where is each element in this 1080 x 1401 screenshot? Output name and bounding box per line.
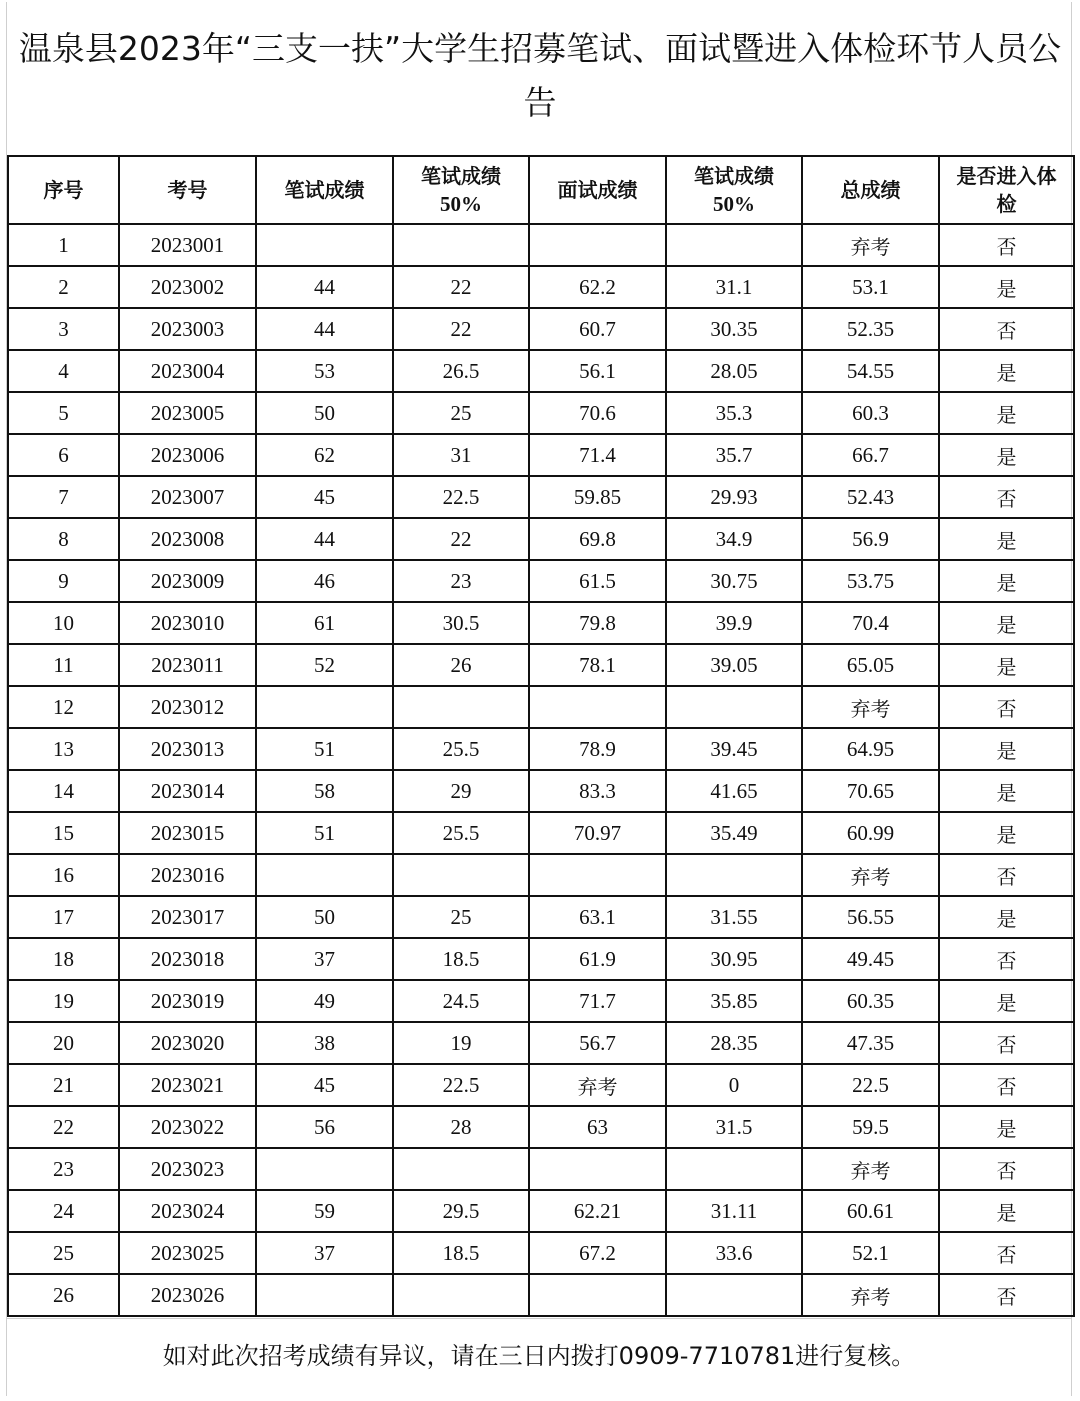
cell-total-score: 56.55 [802, 896, 939, 938]
cell-index: 24 [8, 1190, 119, 1232]
cell-interview-50: 31.11 [666, 1190, 802, 1232]
cell-written-50 [393, 854, 529, 896]
cell-index: 6 [8, 434, 119, 476]
cell-index: 12 [8, 686, 119, 728]
cell-exam-number: 2023003 [119, 308, 256, 350]
cell-total-score: 56.9 [802, 518, 939, 560]
cell-exam-number: 2023014 [119, 770, 256, 812]
cell-written-score: 61 [256, 602, 393, 644]
cell-written-score: 58 [256, 770, 393, 812]
table-row [8, 224, 1074, 266]
cell-medical-check: 否 [939, 1022, 1074, 1064]
cell-medical-check: 是 [939, 980, 1074, 1022]
cell-exam-number: 2023023 [119, 1148, 256, 1190]
cell-written-score: 45 [256, 476, 393, 518]
cell-interview-score: 71.7 [529, 980, 666, 1022]
table-row [8, 434, 1074, 476]
cell-index: 5 [8, 392, 119, 434]
cell-written-score: 45 [256, 1064, 393, 1106]
header-total-score: 总成绩 [802, 156, 939, 224]
cell-interview-score: 63 [529, 1106, 666, 1148]
cell-medical-check: 否 [939, 1064, 1074, 1106]
cell-written-50: 22.5 [393, 1064, 529, 1106]
cell-medical-check: 是 [939, 644, 1074, 686]
cell-written-50: 18.5 [393, 1232, 529, 1274]
table-row [8, 476, 1074, 518]
cell-exam-number: 2023013 [119, 728, 256, 770]
cell-exam-number: 2023018 [119, 938, 256, 980]
header-written-50: 笔试成绩 50% [393, 156, 529, 224]
cell-interview-score: 78.9 [529, 728, 666, 770]
cell-written-50: 19 [393, 1022, 529, 1064]
cell-medical-check: 是 [939, 1190, 1074, 1232]
cell-written-score [256, 854, 393, 896]
cell-total-score: 22.5 [802, 1064, 939, 1106]
cell-total-score: 52.35 [802, 308, 939, 350]
cell-interview-50 [666, 854, 802, 896]
footer-notice: 如对此次招考成绩有异议，请在三日内拨打0909-7710781进行复核。 [6, 1318, 1072, 1396]
cell-interview-score: 62.21 [529, 1190, 666, 1232]
results-table [7, 155, 1075, 1317]
cell-total-score: 弃考 [802, 224, 939, 266]
cell-exam-number: 2023017 [119, 896, 256, 938]
cell-medical-check: 否 [939, 1274, 1074, 1316]
cell-exam-number: 2023022 [119, 1106, 256, 1148]
cell-interview-50: 30.35 [666, 308, 802, 350]
table-row [8, 266, 1074, 308]
cell-index: 21 [8, 1064, 119, 1106]
cell-exam-number: 2023016 [119, 854, 256, 896]
cell-interview-50: 39.05 [666, 644, 802, 686]
cell-medical-check: 是 [939, 896, 1074, 938]
cell-interview-50: 29.93 [666, 476, 802, 518]
cell-interview-score: 70.97 [529, 812, 666, 854]
table-row [8, 938, 1074, 980]
cell-written-50 [393, 224, 529, 266]
cell-interview-score: 63.1 [529, 896, 666, 938]
cell-interview-score [529, 686, 666, 728]
cell-medical-check: 否 [939, 224, 1074, 266]
cell-interview-50: 35.49 [666, 812, 802, 854]
cell-total-score: 49.45 [802, 938, 939, 980]
cell-interview-score [529, 1148, 666, 1190]
cell-medical-check: 否 [939, 476, 1074, 518]
cell-index: 4 [8, 350, 119, 392]
cell-written-score: 37 [256, 938, 393, 980]
table-row [8, 1148, 1074, 1190]
cell-interview-50: 34.9 [666, 518, 802, 560]
cell-exam-number: 2023025 [119, 1232, 256, 1274]
cell-interview-score: 59.85 [529, 476, 666, 518]
table-row [8, 518, 1074, 560]
cell-interview-50 [666, 1274, 802, 1316]
table-row [8, 770, 1074, 812]
table-row [8, 854, 1074, 896]
table-row [8, 980, 1074, 1022]
cell-exam-number: 2023007 [119, 476, 256, 518]
cell-written-50: 26.5 [393, 350, 529, 392]
cell-total-score: 54.55 [802, 350, 939, 392]
cell-written-score [256, 1274, 393, 1316]
cell-interview-50: 35.7 [666, 434, 802, 476]
cell-medical-check: 否 [939, 686, 1074, 728]
cell-written-score: 46 [256, 560, 393, 602]
cell-medical-check: 是 [939, 770, 1074, 812]
cell-written-50: 30.5 [393, 602, 529, 644]
cell-index: 17 [8, 896, 119, 938]
table-row [8, 350, 1074, 392]
cell-medical-check: 是 [939, 266, 1074, 308]
cell-exam-number: 2023026 [119, 1274, 256, 1316]
cell-written-score: 49 [256, 980, 393, 1022]
cell-written-score: 51 [256, 812, 393, 854]
table-row [8, 644, 1074, 686]
cell-index: 1 [8, 224, 119, 266]
cell-written-50 [393, 1274, 529, 1316]
cell-written-score: 38 [256, 1022, 393, 1064]
cell-written-50: 22 [393, 266, 529, 308]
cell-exam-number: 2023005 [119, 392, 256, 434]
cell-exam-number: 2023009 [119, 560, 256, 602]
cell-medical-check: 是 [939, 1106, 1074, 1148]
table-row [8, 1064, 1074, 1106]
table-header-row [8, 156, 1074, 224]
cell-index: 25 [8, 1232, 119, 1274]
cell-written-score: 50 [256, 392, 393, 434]
cell-written-score: 59 [256, 1190, 393, 1232]
cell-total-score: 70.65 [802, 770, 939, 812]
cell-exam-number: 2023015 [119, 812, 256, 854]
cell-total-score: 弃考 [802, 1148, 939, 1190]
cell-written-50: 22.5 [393, 476, 529, 518]
table-row [8, 392, 1074, 434]
cell-interview-score: 83.3 [529, 770, 666, 812]
cell-total-score: 弃考 [802, 1274, 939, 1316]
cell-exam-number: 2023019 [119, 980, 256, 1022]
cell-interview-score [529, 224, 666, 266]
cell-medical-check: 否 [939, 1148, 1074, 1190]
cell-interview-50: 0 [666, 1064, 802, 1106]
cell-written-score [256, 686, 393, 728]
cell-interview-score: 78.1 [529, 644, 666, 686]
cell-written-score: 53 [256, 350, 393, 392]
cell-total-score: 53.75 [802, 560, 939, 602]
cell-index: 14 [8, 770, 119, 812]
cell-interview-score: 60.7 [529, 308, 666, 350]
table-row [8, 812, 1074, 854]
cell-index: 15 [8, 812, 119, 854]
cell-written-score: 56 [256, 1106, 393, 1148]
header-interview-score: 面试成绩 [529, 156, 666, 224]
cell-total-score: 60.35 [802, 980, 939, 1022]
header-medical-check: 是否进入体 检 [939, 156, 1074, 224]
table-row [8, 1232, 1074, 1274]
cell-exam-number: 2023006 [119, 434, 256, 476]
cell-interview-score: 70.6 [529, 392, 666, 434]
cell-written-score: 44 [256, 308, 393, 350]
cell-interview-score: 71.4 [529, 434, 666, 476]
cell-exam-number: 2023010 [119, 602, 256, 644]
cell-exam-number: 2023002 [119, 266, 256, 308]
cell-index: 26 [8, 1274, 119, 1316]
cell-exam-number: 2023011 [119, 644, 256, 686]
cell-written-50: 25.5 [393, 728, 529, 770]
cell-index: 13 [8, 728, 119, 770]
cell-written-score: 44 [256, 518, 393, 560]
cell-written-score [256, 224, 393, 266]
cell-index: 23 [8, 1148, 119, 1190]
table-row [8, 686, 1074, 728]
cell-written-50: 22 [393, 308, 529, 350]
cell-total-score: 弃考 [802, 854, 939, 896]
cell-written-50: 29.5 [393, 1190, 529, 1232]
cell-exam-number: 2023020 [119, 1022, 256, 1064]
cell-total-score: 47.35 [802, 1022, 939, 1064]
table-row [8, 896, 1074, 938]
cell-written-50: 24.5 [393, 980, 529, 1022]
cell-interview-50 [666, 224, 802, 266]
cell-interview-score: 61.5 [529, 560, 666, 602]
cell-exam-number: 2023001 [119, 224, 256, 266]
cell-total-score: 弃考 [802, 686, 939, 728]
cell-interview-50: 35.3 [666, 392, 802, 434]
cell-interview-50: 35.85 [666, 980, 802, 1022]
cell-interview-50: 30.75 [666, 560, 802, 602]
table-row [8, 560, 1074, 602]
cell-medical-check: 是 [939, 560, 1074, 602]
cell-interview-50: 39.45 [666, 728, 802, 770]
cell-interview-score [529, 1274, 666, 1316]
cell-medical-check: 否 [939, 308, 1074, 350]
cell-written-50: 31 [393, 434, 529, 476]
cell-written-50: 18.5 [393, 938, 529, 980]
cell-medical-check: 是 [939, 392, 1074, 434]
table-row [8, 1190, 1074, 1232]
cell-written-score: 37 [256, 1232, 393, 1274]
cell-interview-score: 67.2 [529, 1232, 666, 1274]
cell-total-score: 70.4 [802, 602, 939, 644]
cell-written-score: 62 [256, 434, 393, 476]
cell-medical-check: 是 [939, 518, 1074, 560]
cell-written-50: 28 [393, 1106, 529, 1148]
cell-interview-50: 41.65 [666, 770, 802, 812]
cell-interview-50: 31.5 [666, 1106, 802, 1148]
cell-index: 11 [8, 644, 119, 686]
cell-written-score: 51 [256, 728, 393, 770]
cell-interview-50: 33.6 [666, 1232, 802, 1274]
header-written-score: 笔试成绩 [256, 156, 393, 224]
cell-interview-50 [666, 686, 802, 728]
header-index: 序号 [8, 156, 119, 224]
cell-written-score: 52 [256, 644, 393, 686]
cell-interview-50: 30.95 [666, 938, 802, 980]
table-row [8, 1022, 1074, 1064]
table-row [8, 602, 1074, 644]
cell-exam-number: 2023004 [119, 350, 256, 392]
cell-written-50: 25.5 [393, 812, 529, 854]
cell-interview-score: 弃考 [529, 1064, 666, 1106]
cell-index: 3 [8, 308, 119, 350]
cell-total-score: 60.61 [802, 1190, 939, 1232]
cell-index: 22 [8, 1106, 119, 1148]
cell-interview-score [529, 854, 666, 896]
cell-total-score: 52.43 [802, 476, 939, 518]
cell-written-50: 22 [393, 518, 529, 560]
cell-interview-50: 39.9 [666, 602, 802, 644]
page-title: 温泉县2023年“三支一扶”大学生招募笔试、面试暨进入体检环节人员公告 [18, 29, 1062, 122]
cell-total-score: 60.3 [802, 392, 939, 434]
cell-interview-score: 69.8 [529, 518, 666, 560]
cell-interview-score: 56.1 [529, 350, 666, 392]
cell-written-50: 26 [393, 644, 529, 686]
cell-interview-50: 31.55 [666, 896, 802, 938]
cell-total-score: 64.95 [802, 728, 939, 770]
cell-interview-score: 62.2 [529, 266, 666, 308]
cell-interview-score: 79.8 [529, 602, 666, 644]
cell-exam-number: 2023021 [119, 1064, 256, 1106]
cell-written-50: 25 [393, 392, 529, 434]
cell-exam-number: 2023008 [119, 518, 256, 560]
cell-exam-number: 2023012 [119, 686, 256, 728]
cell-written-score: 44 [256, 266, 393, 308]
cell-medical-check: 否 [939, 938, 1074, 980]
cell-index: 2 [8, 266, 119, 308]
cell-interview-score: 61.9 [529, 938, 666, 980]
cell-medical-check: 是 [939, 434, 1074, 476]
cell-interview-50: 31.1 [666, 266, 802, 308]
cell-index: 18 [8, 938, 119, 980]
cell-index: 8 [8, 518, 119, 560]
table-row [8, 1106, 1074, 1148]
header-exam-number: 考号 [119, 156, 256, 224]
cell-index: 16 [8, 854, 119, 896]
cell-medical-check: 是 [939, 350, 1074, 392]
table-row [8, 728, 1074, 770]
cell-interview-50: 28.05 [666, 350, 802, 392]
cell-medical-check: 是 [939, 602, 1074, 644]
cell-total-score: 60.99 [802, 812, 939, 854]
cell-interview-50 [666, 1148, 802, 1190]
cell-written-score [256, 1148, 393, 1190]
table-row [8, 308, 1074, 350]
cell-written-50 [393, 1148, 529, 1190]
cell-written-50: 25 [393, 896, 529, 938]
cell-written-score: 50 [256, 896, 393, 938]
cell-medical-check: 是 [939, 728, 1074, 770]
cell-index: 19 [8, 980, 119, 1022]
cell-total-score: 66.7 [802, 434, 939, 476]
header-interview-50: 笔试成绩 50% [666, 156, 802, 224]
cell-index: 7 [8, 476, 119, 518]
cell-written-50 [393, 686, 529, 728]
cell-written-50: 23 [393, 560, 529, 602]
cell-total-score: 52.1 [802, 1232, 939, 1274]
table-row [8, 1274, 1074, 1316]
cell-index: 9 [8, 560, 119, 602]
cell-medical-check: 否 [939, 854, 1074, 896]
cell-index: 10 [8, 602, 119, 644]
cell-total-score: 65.05 [802, 644, 939, 686]
cell-total-score: 53.1 [802, 266, 939, 308]
cell-total-score: 59.5 [802, 1106, 939, 1148]
cell-written-50: 29 [393, 770, 529, 812]
cell-interview-score: 56.7 [529, 1022, 666, 1064]
cell-exam-number: 2023024 [119, 1190, 256, 1232]
cell-interview-50: 28.35 [666, 1022, 802, 1064]
cell-medical-check: 是 [939, 812, 1074, 854]
cell-index: 20 [8, 1022, 119, 1064]
cell-medical-check: 否 [939, 1232, 1074, 1274]
